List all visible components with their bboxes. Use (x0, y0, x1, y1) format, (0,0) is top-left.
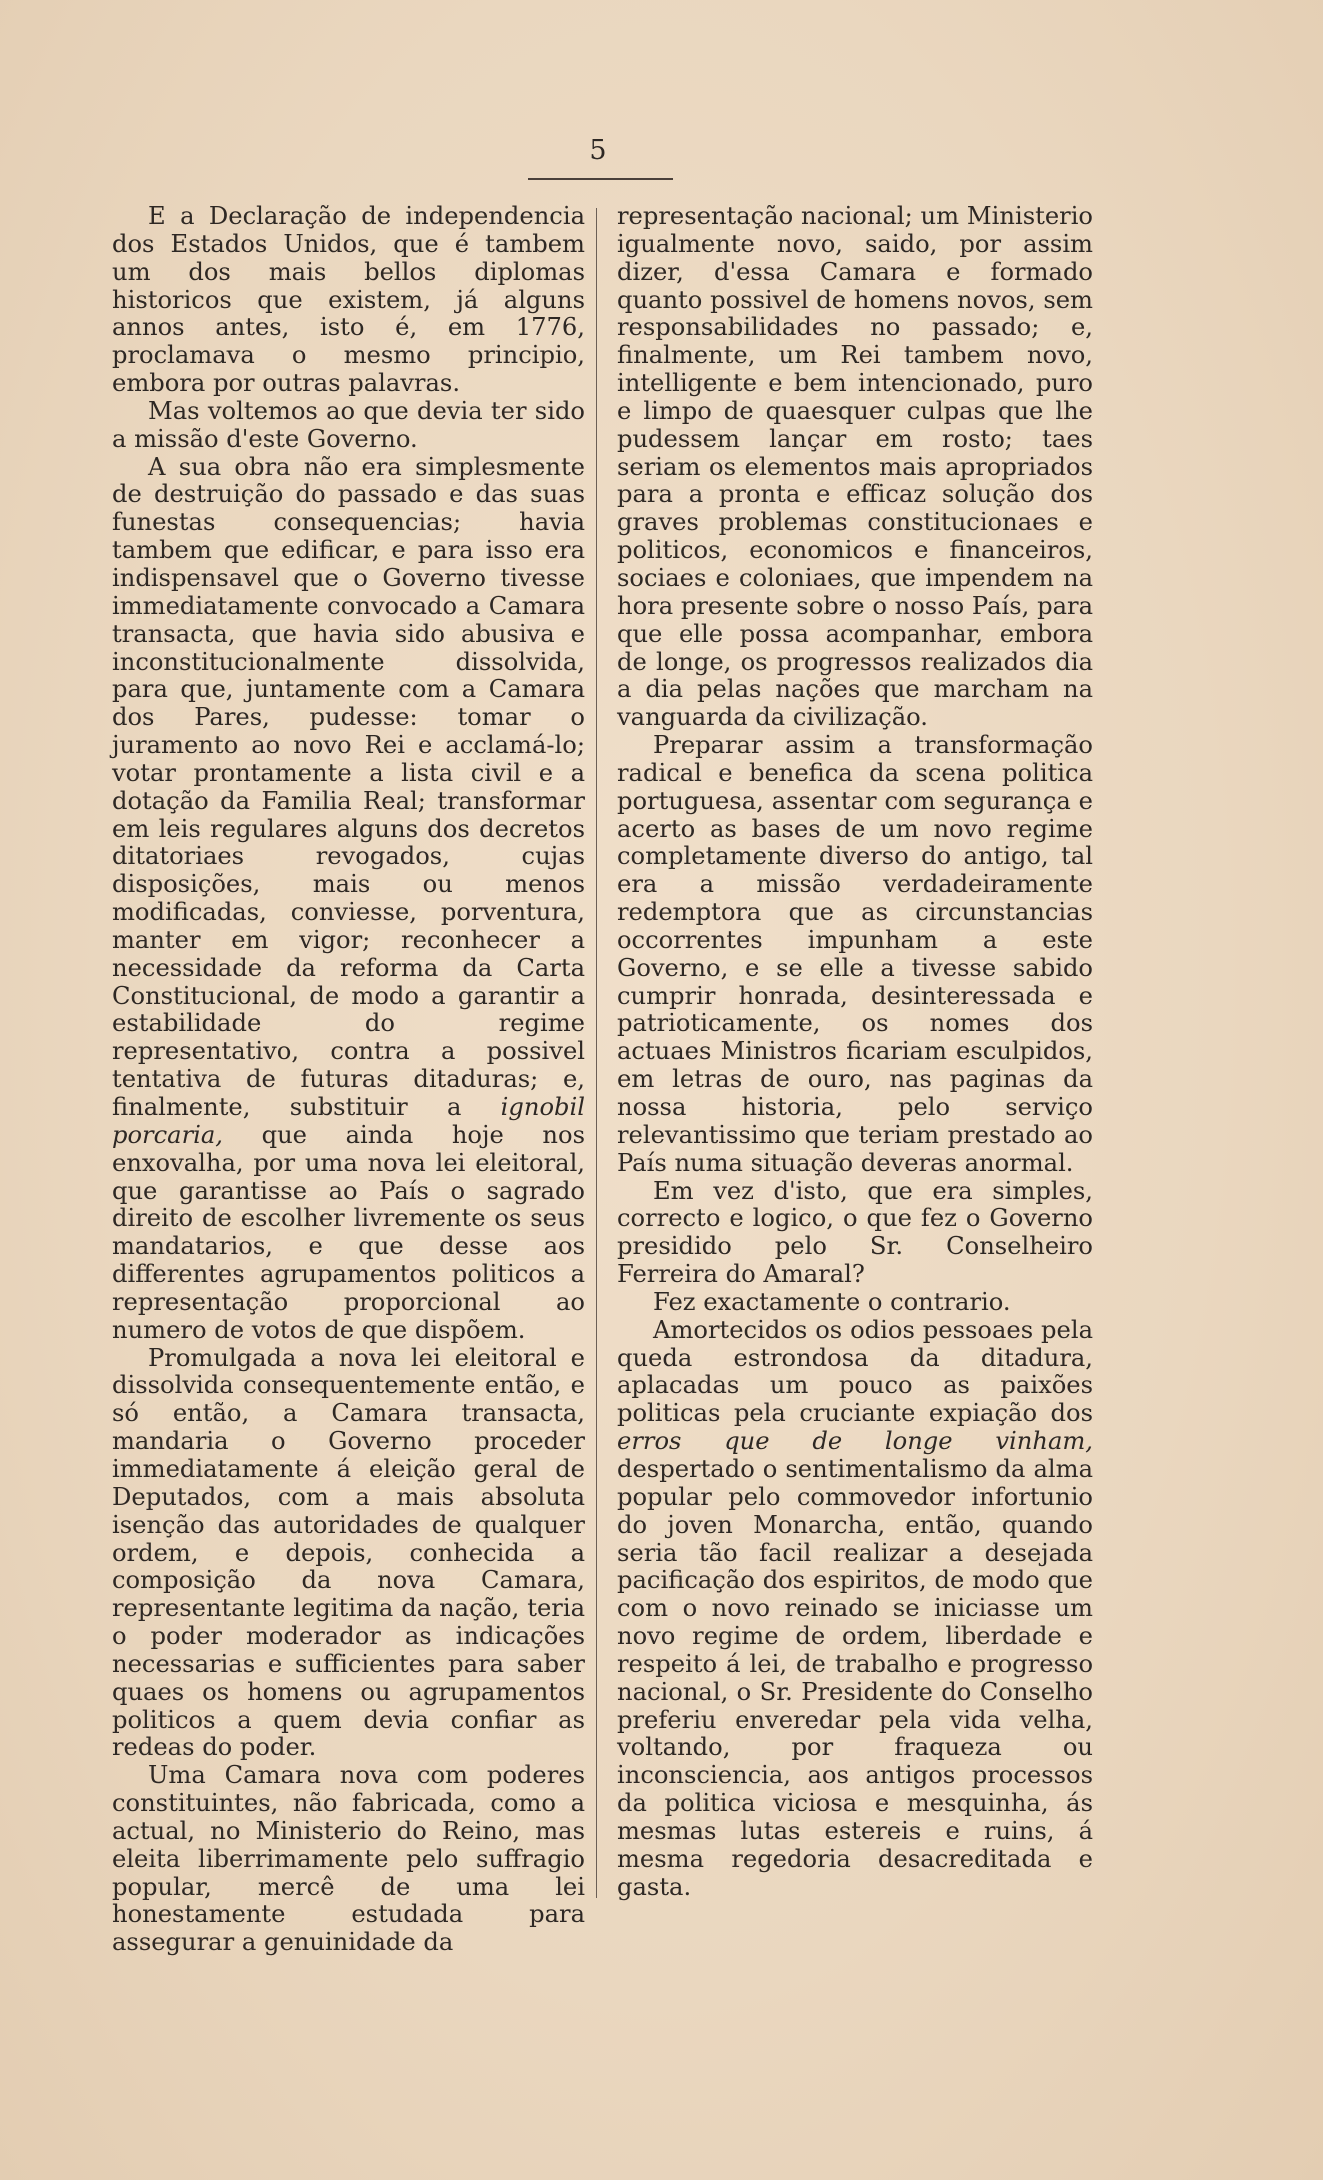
paragraph: Em vez d'isto, que era simples, correcto e logico, o que fez o Governo presidido pelo Sr. Conselheiro Ferreira do Amaral? (617, 1176, 1093, 1289)
italic-phrase: ignobil porcaria, (112, 1093, 585, 1149)
paragraph: Uma Camara nova com poderes constituintes, não fabricada, como a actual, no Ministerio do Reino, mas eleita liberrimamente pelo suffragio popular, mercê de uma lei honestamente estudada para assegurar a genuinidade da (112, 1761, 585, 1957)
paragraph (617, 1317, 1093, 1902)
italic-phrase: erros que de longe vinham, (617, 1427, 1093, 1456)
paragraph: Fez exactamente o contrario. (653, 1287, 1011, 1316)
paragraph: Mas voltemos ao que devia ter sido a missão d'este Governo. (112, 396, 585, 453)
paragraph: Promulgada a nova lei eleitoral e dissolvida consequentemente então, e só então, a Camara transacta, mandaria o Governo proceder immediatamente á eleição geral de Deputados, com a mais absoluta isenção das autoridades de qualquer ordem, e depois, conhecida a composição da nova Camara, representante legitima da nação, teria o poder moderador as indicações necessarias e sufficientes para saber quaes os homens ou agrupamentos politicos a quem devia confiar as redeas do poder. (112, 1343, 585, 1762)
paragraph-text: Amortecidos os odios pessoaes pela queda estrondosa da ditadura, aplacadas um pouco as paixões politicas pela cruciante expiação dos (617, 1315, 1093, 1428)
header-rule (528, 178, 673, 180)
right-column (617, 203, 1093, 1901)
paragraph-text: A sua obra não era simplesmente de destruição do passado e das suas funestas consequencias; havia tambem que edificar, e para isso era indispensavel que o Governo tivesse immediatamente convocado a Camara transacta, que havia sido abusiva e inconstitucionalmente dissolvida, para que, juntamente com a Camara dos Pares, pudesse: tomar o juramento ao novo Rei e acclamá-lo; votar prontamente a lista civil e a dotação da Familia Real; transformar em leis regulares alguns dos decretos ditatoriaes revogados, cujas disposições, mais ou menos modificadas, conviesse, porventura, manter em vigor; reconhecer a necessidade da reforma da Carta Constitucional, de modo a garantir a estabilidade do regime representativo, contra a possivel tentativa de futuras ditaduras; e, finalmente, substituir a (112, 452, 585, 1121)
paragraph-text: despertado o sentimentalismo da alma popular pelo commovedor infortunio do joven Monarcha, então, quando seria tão facil realizar a desejada pacificação dos espiritos, de modo que com o novo reinado se iniciasse um novo regime de ordem, liberdade e respeito á lei, de trabalho e progresso nacional, o Sr. Presidente do Conselho preferiu enveredar pela vida velha, voltando, por fraqueza ou inconsciencia, aos antigos processos da politica viciosa e mesquinha, ás mesmas lutas estereis e ruins, á mesma regedoria desacreditada e gasta. (617, 1454, 1093, 1901)
paragraph-text: que ainda hoje nos enxovalha, por uma nova lei eleitoral, que garantisse ao País o sagrado direito de escolher livremente os seus mandatarios, e que desse aos differentes agrupamentos politicos a representação proporcional ao numero de votos de que dispõem. (112, 1120, 585, 1344)
page-number: 5 (589, 135, 607, 166)
paragraph: E a Declaração de independencia dos Estados Unidos, que é tambem um dos mais bellos diplomas historicos que existem, já alguns annos antes, isto é, em 1776, proclamava o mesmo principio, embora por outras palavras. (112, 202, 585, 398)
paragraph: Preparar assim a transformação radical e benefica da scena politica portuguesa, assentar com segurança e acerto as bases de um novo regime completamente diverso do antigo, tal era a missão verdadeiramente redemptora que as circunstancias occorrentes impunham a este Governo, e se elle a tivesse sabido cumprir honrada, desinteressada e patrioticamente, os nomes dos actuaes Ministros ficariam esculpidos, em letras de ouro, nas paginas da nossa historia, pelo serviço relevantissimo que teriam prestado ao País numa situação deveras anormal. (617, 731, 1093, 1177)
left-column (112, 203, 585, 1957)
paragraph-continued: representação nacional; um Ministerio igualmente novo, saido, por assim dizer, d'essa Camara e formado quanto possivel de homens novos, sem responsabilidades no passado; e, finalmente, um Rei tambem novo, intelligente e bem intencionado, puro e limpo de quaesquer culpas que lhe pudessem lançar em rosto; taes seriam os elementos mais apropriados para a pronta e efficaz solução dos graves problemas constitucionaes e politicos, economicos e financeiros, sociaes e coloniaes, que impendem na hora presente sobre o nosso País, para que elle possa acompanhar, embora de longe, os progressos realizados dia a dia pelas nações que marcham na vanguarda da civilização. (617, 202, 1093, 732)
column-divider (596, 208, 597, 1898)
paragraph (112, 454, 585, 1345)
